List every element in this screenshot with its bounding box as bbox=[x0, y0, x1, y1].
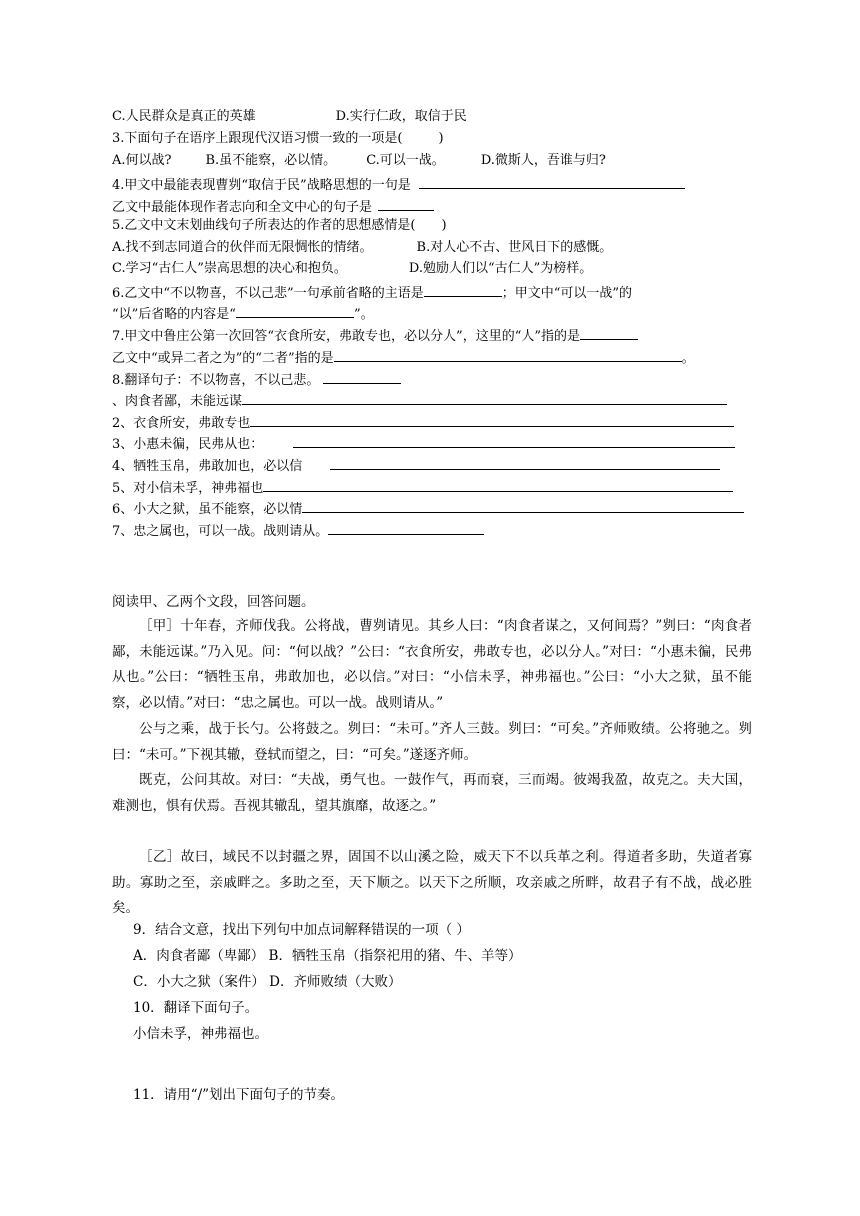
passage-jia-paragraph-2: 公与之乘，战于长勺。公将鼓之。刿曰：“未可。”齐人三鼓。刿曰：“可矣。”齐师败绩。公将驰之。刿曰：“未可。”下视其辙，登轼而望之，曰：“可矣。”遂逐齐师。 bbox=[112, 721, 752, 763]
q8-item-blank[interactable] bbox=[250, 413, 734, 427]
q10-stem: 10．翻译下面句子。 bbox=[133, 1000, 259, 1016]
reading-instruction: 阅读甲、乙两个文段，回答问题。 bbox=[112, 594, 315, 610]
q8-item-blank[interactable] bbox=[302, 499, 744, 513]
q3-stem: 3.下面句子在语序上跟现代汉语习惯一致的一项是( ) bbox=[112, 131, 444, 146]
q3-options-row bbox=[112, 153, 606, 169]
passage-jia-paragraph-1: ［甲］十年春，齐师伐我。公将战，曹刿请见。其乡人曰：“肉食者谋之，又何间焉？”刿曰：“肉食者鄙，未能远谋。”乃入见。问：“何以战？”公曰：“衣食所安，弗敢专也，必以分人。”对曰：“小惠未徧，民弗从也。”公曰：“牺牲玉帛，弗敢加也，必以信。”对曰：“小信未孚，神弗福也。”公曰：“小大之狱，虽不能察，必以情。”对曰：“忠之属也。可以一战。战则请从。” bbox=[112, 618, 752, 711]
q7-answer-blank-2[interactable] bbox=[334, 348, 682, 362]
q10-sentence: 小信未孚，神弗福也。 bbox=[133, 1026, 268, 1042]
q3-option-a: A.何以战? bbox=[112, 153, 172, 168]
q8-item: 、肉食者鄙，未能远谋 bbox=[112, 391, 727, 410]
q8-item: 3、小惠未徧，民弗从也： bbox=[112, 434, 735, 453]
q5-option-a: A.找不到志同道合的伙伴而无限惆怅的情绪。 bbox=[112, 240, 373, 255]
q8-item: 6、小大之狱，虽不能察，必以情 bbox=[112, 499, 744, 518]
q4-line1: 4.甲文中最能表现曹刿“取信于民”战略思想的一句是 bbox=[112, 175, 685, 194]
q4-answer-blank-2[interactable] bbox=[378, 197, 434, 211]
passage-jia-paragraph-3: 既克，公问其故。对曰：“夫战，勇气也。一鼓作气，再而衰，三而竭。彼竭我盈，故克之。夫大国，难测也，惧有伏焉。吾视其辙乱，望其旗靡，故逐之。” bbox=[112, 772, 752, 814]
passage-yi-paragraph-1: ［乙］故曰，域民不以封疆之界，固国不以山溪之险，威天下不以兵革之利。得道者多助，失道者寡助。寡助之至，亲戚畔之。多助之至，天下顺之。以天下之所顺，攻亲戚之所畔，故君子有不战，战必胜矣。 bbox=[112, 849, 752, 917]
q7-line1: 7.甲文中鲁庄公第一次回答“衣食所安，弗敢专也，必以分人”，这里的“人”指的是 bbox=[112, 326, 638, 345]
q3-option-d: D.微斯人，吾谁与归? bbox=[480, 153, 606, 168]
q2-option-c: C.人民群众是真正的英雄 bbox=[112, 109, 256, 124]
q6-line1: 6.乙文中“不以物喜，不以己悲”一句承前省略的主语是 ；甲文中“可以一战”的 bbox=[112, 283, 632, 302]
q5-stem: 5.乙文中文末划曲线句子所表达的作者的思想感情是( ) bbox=[112, 218, 447, 233]
q5-option-d: D.勉励人们以“古仁人”为榜样。 bbox=[408, 261, 593, 276]
q8-item: 5、对小信未孚，神弗福也 bbox=[112, 478, 733, 497]
q5-options-ab bbox=[112, 240, 612, 256]
q6-answer-blank-1[interactable] bbox=[424, 283, 502, 297]
q8-item-blank[interactable] bbox=[330, 456, 720, 470]
q4-line2: 乙文中最能体现作者志向和全文中心的句子是 bbox=[112, 197, 434, 216]
q6-line2: “以”后省略的内容是“ ”。 bbox=[112, 304, 374, 323]
q5-option-c: C.学习“古仁人”崇高思想的决心和抱负。 bbox=[112, 261, 347, 276]
q6-answer-blank-2[interactable] bbox=[236, 304, 354, 318]
q5-option-b: B.对人心不古、世风日下的感慨。 bbox=[416, 240, 613, 255]
q5-options-cd bbox=[112, 261, 592, 277]
q8-answer-blank[interactable] bbox=[323, 370, 401, 384]
q2-option-d: D.实行仁政，取信于民 bbox=[335, 109, 467, 124]
q3-option-c: C.可以一战。 bbox=[366, 153, 445, 168]
q8-stem: 8.翻译句子：不以物喜，不以己悲。 bbox=[112, 370, 401, 389]
q8-item: 2、衣食所安，弗敢专也 bbox=[112, 413, 734, 432]
q7-answer-blank-1[interactable] bbox=[580, 326, 638, 340]
q3-option-b: B.虽不能察，必以情。 bbox=[205, 153, 337, 168]
q8-item: 7、忠之属也，可以一战。战则请从。 bbox=[112, 521, 484, 540]
q8-item-blank[interactable] bbox=[328, 521, 484, 535]
q8-item: 4、牺牲玉帛，弗敢加也，必以信 bbox=[112, 456, 720, 475]
q9-options-ab: A．肉食者鄙（卑鄙） B．牺牲玉帛（指祭祀用的猪、牛、羊等） bbox=[133, 948, 522, 964]
q8-item-blank[interactable] bbox=[242, 391, 727, 405]
q8-item-blank[interactable] bbox=[293, 434, 735, 448]
q9-options-cd: C．小大之狱（案件） D．齐师败绩（大败） bbox=[133, 974, 402, 990]
q2-options-row bbox=[112, 109, 467, 125]
q7-line2: 乙文中“或异二者之为”的“二者”指的是 。 bbox=[112, 348, 695, 367]
q9-stem: 9．结合文意，找出下列句中加点词解释错误的一项（ ） bbox=[133, 922, 470, 938]
q11-stem: 11．请用“/”划出下面句子的节奏。 bbox=[133, 1087, 345, 1103]
q8-item-blank[interactable] bbox=[263, 478, 733, 492]
q4-answer-blank-1[interactable] bbox=[419, 175, 685, 189]
